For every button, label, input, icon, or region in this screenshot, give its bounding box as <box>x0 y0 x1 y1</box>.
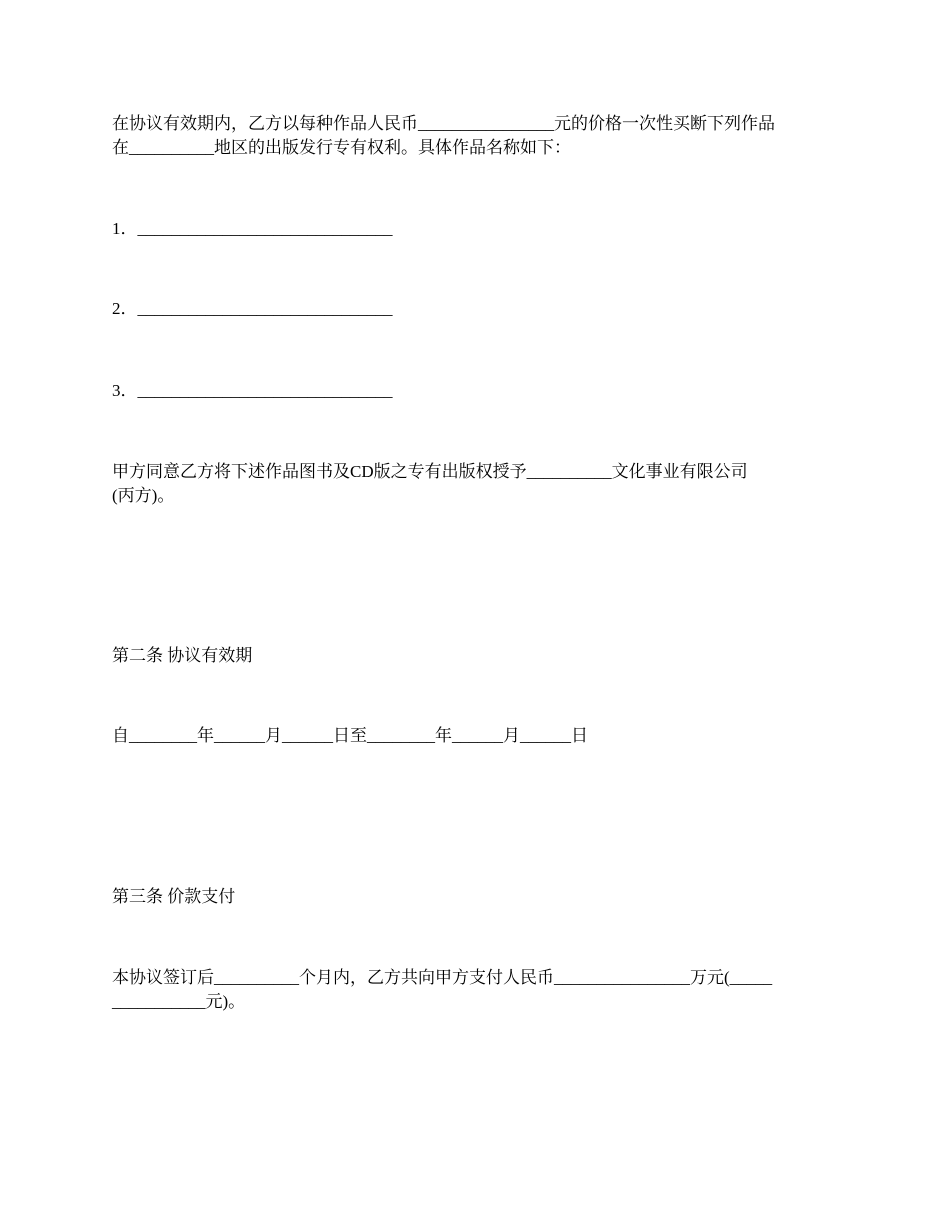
payment-text-line-1: 本协议签订后__________个月内，乙方共向甲方支付人民币________________万元(_____ <box>112 968 773 987</box>
work-title-item-2: 2．______________________________ <box>112 299 393 318</box>
clause-rights-text-line-2: 在__________地区的出版发行专有权利。具体作品名称如下： <box>112 138 571 157</box>
work-title-item-1: 1．______________________________ <box>112 219 393 238</box>
section-heading-payment: 第三条 价款支付 <box>112 887 236 906</box>
payment-text-line-2: ___________元)。 <box>112 992 246 1011</box>
grant-text-line-2: (丙方)。 <box>112 486 175 505</box>
section-heading-term: 第二条 协议有效期 <box>112 646 253 665</box>
work-title-item-3: 3．______________________________ <box>112 381 393 400</box>
term-date-range: 自________年______月______日至________年______月______日 <box>112 726 588 745</box>
grant-text-line-1: 甲方同意乙方将下述作品图书及CD版之专有出版权授予__________文化事业有限公司 <box>112 462 748 481</box>
clause-rights-text-line-1: 在协议有效期内，乙方以每种作品人民币________________元的价格一次性买断下列作品 <box>112 114 775 133</box>
